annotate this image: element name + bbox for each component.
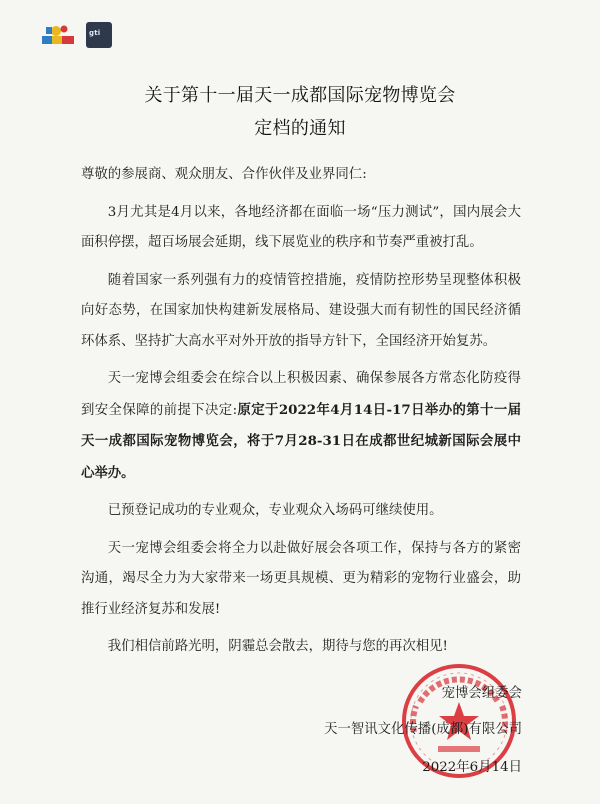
paragraph-6: 我们相信前路光明，阴霾总会散去，期待与您的再次相见! (107, 639, 448, 654)
partner-logo-text: gti (89, 29, 101, 37)
notice-title-line-1: 关于第十一届天一成都国际宠物博览会 (144, 85, 456, 106)
signature-org-committee: 宠博会组委会 (441, 686, 522, 701)
paragraph-1: 3月尤其是4月以来，各地经济都在面临一场“压力测试”，国内展会大面积停摆，超百场展会延期，线下展览业的秩序和节奏严重被打乱。 (81, 204, 521, 250)
notice-body (81, 160, 521, 663)
paragraph-5: 天一宠博会组委会将全力以赴做好展会各项工作，保持与各方的紧密沟通，竭尽全力为大家带来一场更具规模、更为精彩的宠物行业盛会，助推行业经济复苏和发展! (81, 540, 521, 617)
paragraph-4: 已预登记成功的专业观众，专业观众入场码可继续使用。 (107, 503, 443, 518)
paragraph-2: 随着国家一系列强有力的疫情管控措施，疫情防控形势呈现整体积极向好态势，在国家加快构建新发展格局、建设强大而有韧性的国民经济循环体系、坚持扩大高水平对外开放的指导方针下，全国经济开始复苏。 (81, 272, 521, 349)
partner-logo-icon (86, 22, 112, 48)
signature-org-company: 天一智讯文化传播(成都)有限公司 (324, 722, 522, 737)
paragraph-3-text: 天一宠博会组委会在综合以上积极因素、确保参展各方常态化防疫得到安全保障的前提下决定: (81, 371, 521, 418)
notice-title-line-2: 定档的通知 (254, 118, 346, 139)
paragraph-3 (81, 364, 521, 489)
paragraph-3-bold: 原定于2022年4月14日-17日举办的第十一届天一成都国际宠物博览会，将于7月28-31日在成都世纪城新国际会展中心举办。 (81, 401, 521, 481)
expo-logo-icon (40, 23, 76, 47)
signature-date: 2022年6月14日 (422, 760, 522, 775)
greeting: 尊敬的参展商、观众朋友、合作伙伴及业界同仁: (81, 167, 367, 182)
